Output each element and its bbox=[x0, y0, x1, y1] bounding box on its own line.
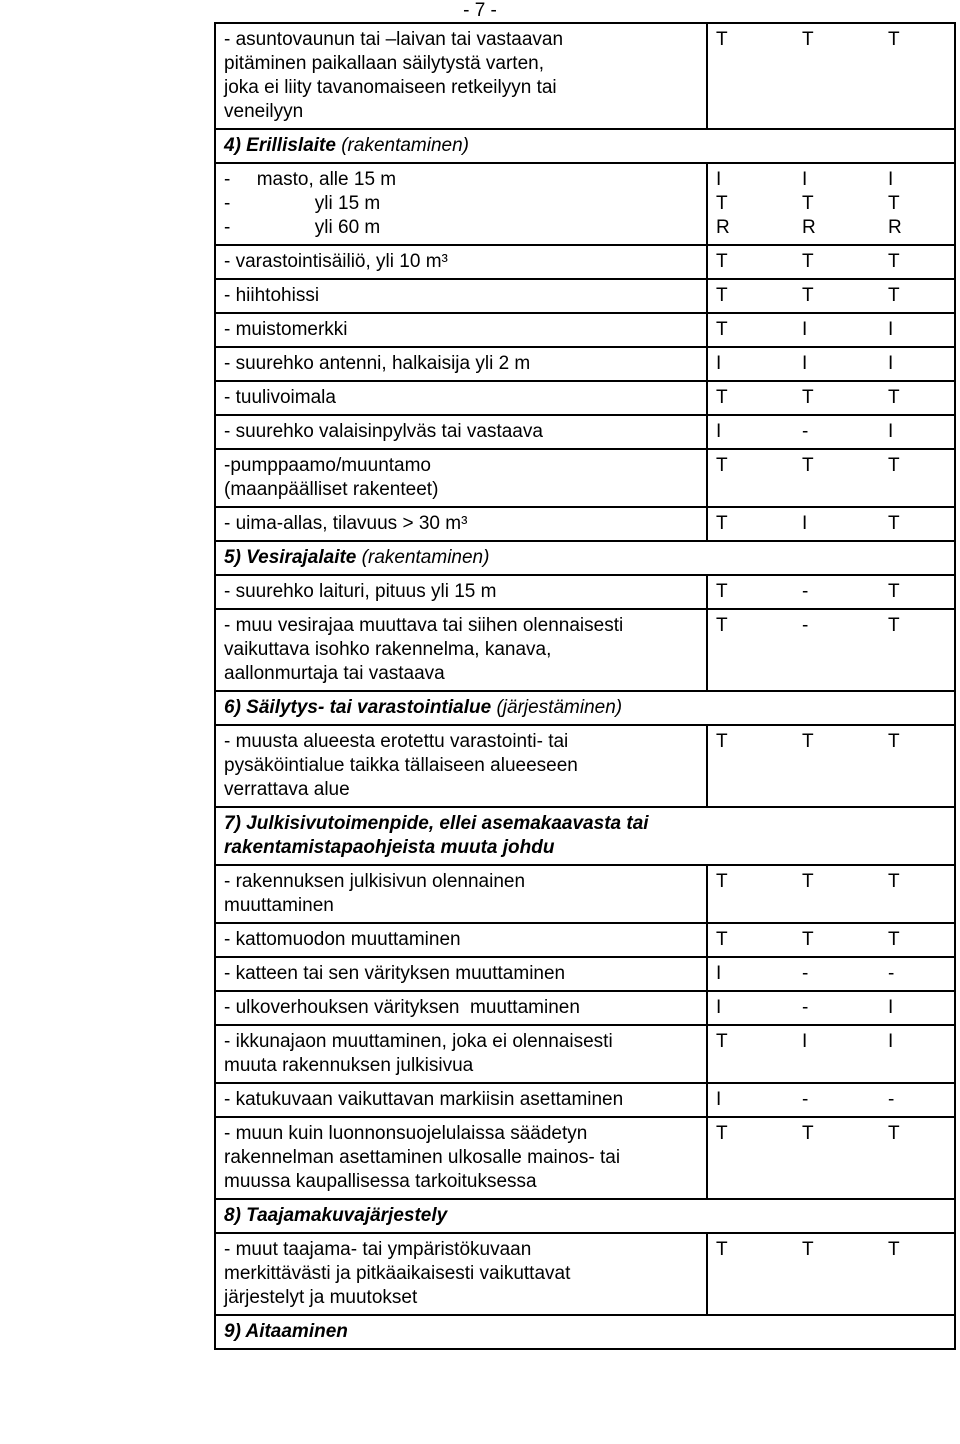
measure-label bbox=[215, 865, 707, 923]
measure-label-line: veneilyyn bbox=[224, 101, 304, 122]
table-row bbox=[215, 313, 955, 347]
measure-label bbox=[215, 609, 707, 691]
permit-value-v2: I bbox=[802, 319, 808, 340]
table-row bbox=[215, 575, 955, 609]
measure-label-line: - asuntovaunun tai –laivan tai vastaavan bbox=[224, 29, 564, 50]
permit-values bbox=[707, 23, 955, 129]
permit-value-v2: T bbox=[802, 871, 814, 892]
permit-value-v2: T bbox=[802, 251, 814, 272]
measure-label bbox=[215, 163, 707, 245]
measure-label-line: - tuulivoimala bbox=[224, 387, 336, 408]
permit-value-v2: T bbox=[802, 929, 814, 950]
table-row bbox=[215, 991, 955, 1025]
permit-value-v1: T bbox=[716, 581, 728, 602]
permit-value-v1: T bbox=[716, 1123, 728, 1144]
section-heading-qualifier: (rakentaminen) bbox=[356, 547, 490, 568]
permit-value-v1: T bbox=[716, 455, 728, 476]
measure-label-line: - muu vesirajaa muuttava tai siihen olennaisesti bbox=[224, 615, 624, 636]
permit-value-v2: T bbox=[802, 1239, 814, 1260]
measure-label-line: -pumppaamo/muuntamo bbox=[224, 455, 431, 476]
permit-value-v3: T bbox=[888, 285, 900, 306]
measure-label-line: - rakennuksen julkisivun olennainen bbox=[224, 871, 526, 892]
permit-value-v3: T bbox=[888, 871, 900, 892]
measure-label-line: - masto, alle 15 m bbox=[224, 169, 397, 190]
permit-value-v3: T bbox=[888, 581, 900, 602]
permit-value-v1: I T R bbox=[716, 169, 730, 238]
permit-value-v3: T bbox=[888, 1239, 900, 1260]
permit-value-v2: - bbox=[802, 997, 809, 1018]
permit-value-v3: T bbox=[888, 29, 900, 50]
permit-value-v2: T bbox=[802, 1123, 814, 1144]
measure-label bbox=[215, 991, 707, 1025]
permit-values bbox=[707, 991, 955, 1025]
measure-label-line: pitäminen paikallaan säilytystä varten, bbox=[224, 53, 545, 74]
permit-value-v3: T bbox=[888, 513, 900, 534]
permit-value-v1: T bbox=[716, 319, 728, 340]
permit-table-body bbox=[215, 23, 955, 1349]
permit-value-v3: T bbox=[888, 387, 900, 408]
section-heading bbox=[215, 1199, 955, 1233]
measure-label-line: - ulkoverhouksen värityksen muuttaminen bbox=[224, 997, 580, 1018]
permit-value-v2: T bbox=[802, 731, 814, 752]
table-row bbox=[215, 163, 955, 245]
permit-value-v2: I T R bbox=[802, 169, 816, 238]
permit-value-v2: T bbox=[802, 29, 814, 50]
permit-value-v1: I bbox=[716, 353, 722, 374]
measure-label-line: - yli 60 m bbox=[224, 217, 381, 238]
measure-label-line: - yli 15 m bbox=[224, 193, 381, 214]
measure-label-line: muuttaminen bbox=[224, 895, 334, 916]
measure-label bbox=[215, 245, 707, 279]
permit-values bbox=[707, 313, 955, 347]
permit-value-v3: T bbox=[888, 731, 900, 752]
permit-value-v3: I bbox=[888, 1031, 894, 1052]
measure-label-line: - muistomerkki bbox=[224, 319, 348, 340]
permit-value-v3: I bbox=[888, 421, 894, 442]
table-row bbox=[215, 507, 955, 541]
permit-value-v3: T bbox=[888, 929, 900, 950]
table-row bbox=[215, 347, 955, 381]
table-row bbox=[215, 279, 955, 313]
table-row bbox=[215, 609, 955, 691]
permit-values bbox=[707, 923, 955, 957]
section-heading-row bbox=[215, 691, 955, 725]
permit-value-v3: T bbox=[888, 1123, 900, 1144]
measure-label-line: - uima-allas, tilavuus > 30 m³ bbox=[224, 513, 468, 534]
permit-values bbox=[707, 865, 955, 923]
section-heading-title: 4) Erillislaite bbox=[224, 135, 336, 156]
measure-label-line: joka ei liity tavanomaiseen retkeilyyn tai bbox=[224, 77, 557, 98]
permit-values bbox=[707, 957, 955, 991]
measure-label-line: rakennelman asettaminen ulkosalle mainos- tai bbox=[224, 1147, 621, 1168]
measure-label bbox=[215, 575, 707, 609]
permit-values bbox=[707, 347, 955, 381]
permit-value-v1: T bbox=[716, 615, 728, 636]
section-heading-qualifier: (järjestäminen) bbox=[491, 697, 623, 718]
measure-label bbox=[215, 1083, 707, 1117]
measure-label-line: - katukuvaan vaikuttavan markiisin asettaminen bbox=[224, 1089, 624, 1110]
permit-value-v1: T bbox=[716, 29, 728, 50]
permit-value-v3: T bbox=[888, 455, 900, 476]
measure-label-line: merkittävästi ja pitkäaikaisesti vaikuttavat bbox=[224, 1263, 571, 1284]
section-heading bbox=[215, 541, 955, 575]
permit-values bbox=[707, 725, 955, 807]
permit-value-v1: T bbox=[716, 929, 728, 950]
permit-values bbox=[707, 1083, 955, 1117]
permit-values bbox=[707, 609, 955, 691]
measure-label-line: - varastointisäiliö, yli 10 m³ bbox=[224, 251, 448, 272]
table-row bbox=[215, 725, 955, 807]
measure-label-line: - ikkunajaon muuttaminen, joka ei olennaisesti bbox=[224, 1031, 613, 1052]
section-heading-title: 5) Vesirajalaite bbox=[224, 547, 357, 568]
measure-label-line: muussa kaupallisessa tarkoituksessa bbox=[224, 1171, 537, 1192]
table-row bbox=[215, 23, 955, 129]
permit-value-v2: - bbox=[802, 421, 809, 442]
permit-values bbox=[707, 1117, 955, 1199]
permit-value-v3: I T R bbox=[888, 169, 902, 238]
measure-label bbox=[215, 957, 707, 991]
permit-value-v2: - bbox=[802, 963, 809, 984]
measure-label-line: - suurehko laituri, pituus yli 15 m bbox=[224, 581, 497, 602]
section-heading-qualifier: (rakentaminen) bbox=[335, 135, 470, 156]
measure-label bbox=[215, 1025, 707, 1083]
table-row bbox=[215, 1025, 955, 1083]
permit-value-v1: T bbox=[716, 1031, 728, 1052]
permit-value-v1: T bbox=[716, 387, 728, 408]
permit-value-v1: I bbox=[716, 997, 722, 1018]
measure-label bbox=[215, 1117, 707, 1199]
section-heading bbox=[215, 691, 955, 725]
section-heading bbox=[215, 129, 955, 163]
permit-value-v1: T bbox=[716, 285, 728, 306]
table-row bbox=[215, 1117, 955, 1199]
permit-values bbox=[707, 1025, 955, 1083]
section-heading-row bbox=[215, 129, 955, 163]
permit-values bbox=[707, 449, 955, 507]
measure-label bbox=[215, 449, 707, 507]
section-heading bbox=[215, 1315, 955, 1349]
permit-value-v1: T bbox=[716, 871, 728, 892]
measure-label bbox=[215, 279, 707, 313]
permit-values bbox=[707, 245, 955, 279]
table-row bbox=[215, 923, 955, 957]
measure-label-line: pysäköintialue taikka tällaiseen alueeseen bbox=[224, 755, 578, 776]
permit-values bbox=[707, 279, 955, 313]
permit-value-v1: T bbox=[716, 731, 728, 752]
measure-label-line: - suurehko valaisinpylväs tai vastaava bbox=[224, 421, 543, 442]
permit-value-v2: T bbox=[802, 455, 814, 476]
measure-label-line: vaikuttava isohko rakennelma, kanava, bbox=[224, 639, 552, 660]
permit-value-v3: I bbox=[888, 997, 894, 1018]
permit-value-v2: T bbox=[802, 387, 814, 408]
section-heading bbox=[215, 807, 955, 865]
table-row bbox=[215, 1233, 955, 1315]
permit-value-v2: I bbox=[802, 353, 808, 374]
permit-values bbox=[707, 163, 955, 245]
section-heading-row bbox=[215, 1315, 955, 1349]
permit-values bbox=[707, 381, 955, 415]
measure-label-line: - suurehko antenni, halkaisija yli 2 m bbox=[224, 353, 531, 374]
measure-label bbox=[215, 313, 707, 347]
permit-value-v2: I bbox=[802, 1031, 808, 1052]
permit-value-v1: T bbox=[716, 513, 728, 534]
measure-label bbox=[215, 507, 707, 541]
permit-value-v1: I bbox=[716, 1089, 722, 1110]
permit-values bbox=[707, 575, 955, 609]
permit-value-v1: T bbox=[716, 251, 728, 272]
permit-value-v3: - bbox=[888, 963, 895, 984]
permit-value-v3: - bbox=[888, 1089, 895, 1110]
permit-value-v2: T bbox=[802, 285, 814, 306]
section-heading-row bbox=[215, 807, 955, 865]
measure-label bbox=[215, 415, 707, 449]
section-heading-title: 7) Julkisivutoimenpide, ellei asemakaavasta tai bbox=[224, 813, 649, 834]
measure-label-line: verrattava alue bbox=[224, 779, 350, 800]
permit-value-v2: I bbox=[802, 513, 808, 534]
measure-label-line: järjestelyt ja muutokset bbox=[224, 1287, 418, 1308]
measure-label-line: - hiihtohissi bbox=[224, 285, 320, 306]
permit-values bbox=[707, 507, 955, 541]
permit-value-v1: I bbox=[716, 963, 722, 984]
permit-value-v2: - bbox=[802, 615, 809, 636]
section-heading-title: 9) Aitaaminen bbox=[224, 1321, 348, 1342]
measure-label-line: - kattomuodon muuttaminen bbox=[224, 929, 461, 950]
permit-table bbox=[214, 22, 956, 1350]
permit-value-v3: I bbox=[888, 353, 894, 374]
measure-label-line: (maanpäälliset rakenteet) bbox=[224, 479, 439, 500]
permit-value-v3: T bbox=[888, 251, 900, 272]
measure-label bbox=[215, 347, 707, 381]
permit-value-v1: I bbox=[716, 421, 722, 442]
section-heading-title: 6) Säilytys- tai varastointialue bbox=[224, 697, 492, 718]
permit-values bbox=[707, 415, 955, 449]
table-row bbox=[215, 957, 955, 991]
table-row bbox=[215, 449, 955, 507]
measure-label bbox=[215, 923, 707, 957]
measure-label bbox=[215, 381, 707, 415]
measure-label-line: - muun kuin luonnonsuojelulaissa säädetyn bbox=[224, 1123, 588, 1144]
measure-label bbox=[215, 1233, 707, 1315]
permit-value-v2: - bbox=[802, 581, 809, 602]
measure-label-line: - muut taajama- tai ympäristökuvaan bbox=[224, 1239, 532, 1260]
section-heading-row bbox=[215, 1199, 955, 1233]
table-row bbox=[215, 1083, 955, 1117]
table-row bbox=[215, 245, 955, 279]
section-heading-row bbox=[215, 541, 955, 575]
permit-values bbox=[707, 1233, 955, 1315]
section-heading-title: 8) Taajamakuvajärjestely bbox=[224, 1205, 448, 1226]
measure-label-line: muuta rakennuksen julkisivua bbox=[224, 1055, 474, 1076]
page-number: - 7 - bbox=[463, 0, 497, 21]
measure-label-line: aallonmurtaja tai vastaava bbox=[224, 663, 445, 684]
table-row bbox=[215, 381, 955, 415]
measure-label-line: - muusta alueesta erotettu varastointi- tai bbox=[224, 731, 569, 752]
section-heading-title: rakentamistapaohjeista muuta johdu bbox=[224, 837, 555, 858]
table-row bbox=[215, 865, 955, 923]
permit-value-v3: I bbox=[888, 319, 894, 340]
permit-value-v1: T bbox=[716, 1239, 728, 1260]
measure-label bbox=[215, 725, 707, 807]
permit-value-v2: - bbox=[802, 1089, 809, 1110]
measure-label bbox=[215, 23, 707, 129]
table-row bbox=[215, 415, 955, 449]
permit-value-v3: T bbox=[888, 615, 900, 636]
measure-label-line: - katteen tai sen värityksen muuttaminen bbox=[224, 963, 566, 984]
